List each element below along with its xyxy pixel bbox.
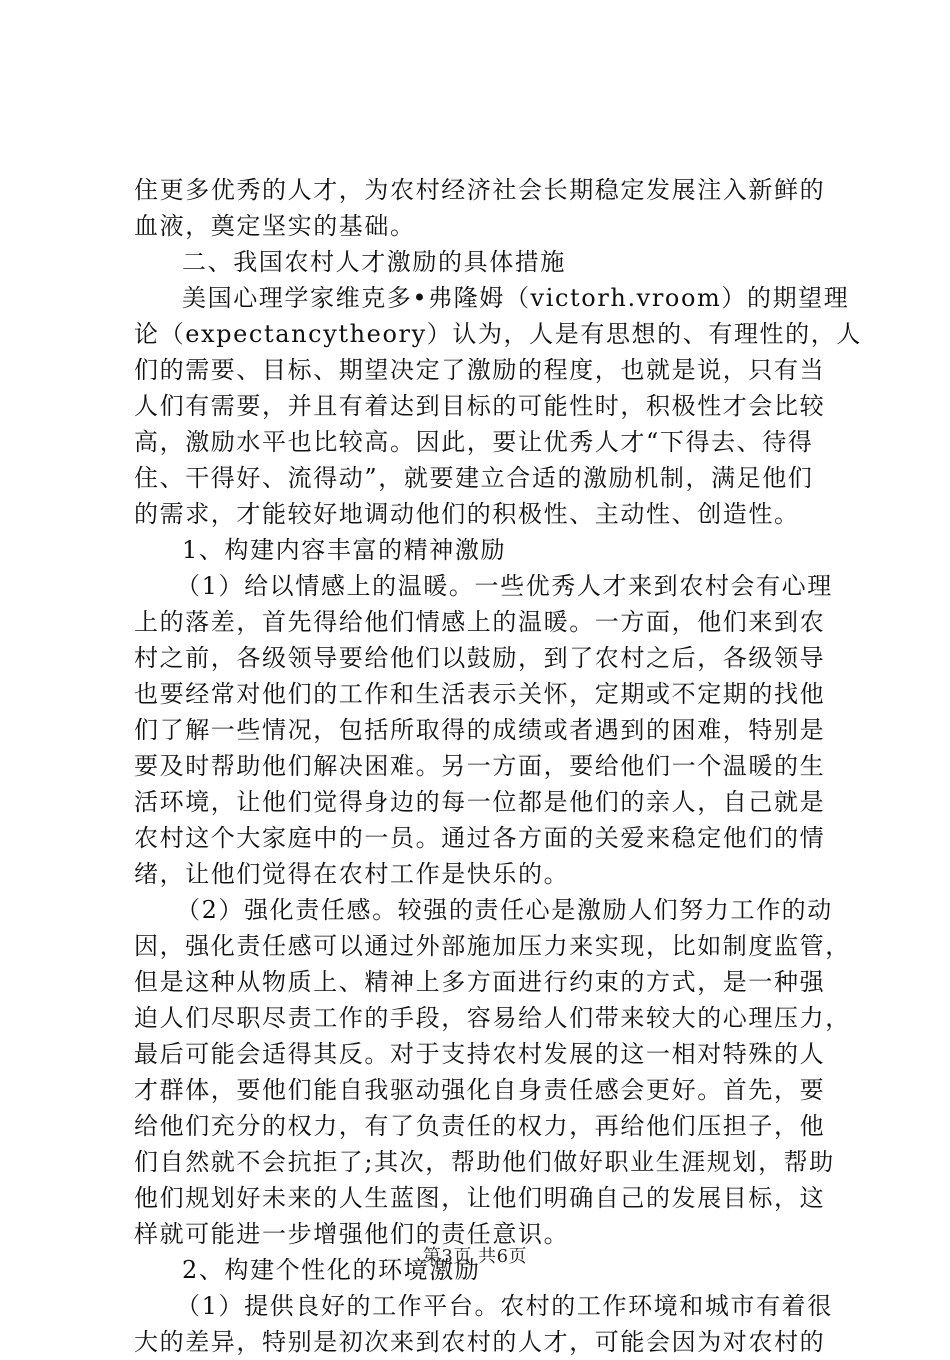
text-line: 农村这个大家庭中的一员。通过各方面的关爱来稳定他们的情 bbox=[134, 824, 826, 852]
text-line: 活环境，让他们觉得身边的每一位都是他们的亲人，自己就是 bbox=[134, 788, 826, 816]
text-line: 血液，奠定坚实的基础。 bbox=[134, 212, 416, 240]
text-line: 给他们充分的权力，有了负责任的权力，再给他们压担子，他 bbox=[134, 1112, 826, 1140]
text-line: 迫人们尽职尽责工作的手段，容易给人们带来较大的心理压力， bbox=[134, 1004, 851, 1032]
text-line: 才群体，要他们能自我驱动强化自身责任感会更好。首先，要 bbox=[134, 1076, 826, 1104]
text-line: 论（expectancytheory）认为，人是有思想的、有理性的，人 bbox=[134, 320, 862, 348]
text-line: 们了解一些情况，包括所取得的成绩或者遇到的困难，特别是 bbox=[134, 716, 826, 744]
text-line: 要及时帮助他们解决困难。另一方面，要给他们一个温暖的生 bbox=[134, 752, 826, 780]
text-line: （1）给以情感上的温暖。一些优秀人才来到农村会有心理 bbox=[176, 572, 833, 600]
text-line: 二、我国农村人才激励的具体措施 bbox=[182, 248, 566, 276]
text-line: 上的落差，首先得给他们情感上的温暖。一方面，他们来到农 bbox=[134, 608, 826, 636]
text-line: 高，激励水平也比较高。因此，要让优秀人才“下得去、待得 bbox=[134, 428, 814, 456]
text-line: 的需求，才能较好地调动他们的积极性、主动性、创造性。 bbox=[134, 500, 800, 528]
text-line: 住、干得好、流得动”，就要建立合适的激励机制，满足他们 bbox=[134, 464, 814, 492]
text-line: 绪，让他们觉得在农村工作是快乐的。 bbox=[134, 860, 570, 888]
page-footer: 第3页 共6页 bbox=[422, 1246, 528, 1267]
text-line: 大的差异，特别是初次来到农村的人才，可能会因为对农村的 bbox=[134, 1328, 826, 1356]
text-line: 但是这种从物质上、精神上多方面进行约束的方式，是一种强 bbox=[134, 968, 826, 996]
text-line: 住更多优秀的人才，为农村经济社会长期稳定发展注入新鲜的 bbox=[134, 176, 826, 204]
text-line: 们的需要、目标、期望决定了激励的程度，也就是说，只有当 bbox=[134, 356, 826, 384]
body-text bbox=[134, 172, 862, 1360]
text-line: 最后可能会适得其反。对于支持农村发展的这一相对特殊的人 bbox=[134, 1040, 826, 1068]
text-line: 样就可能进一步增强他们的责任意识。 bbox=[134, 1220, 570, 1248]
text-line: 们自然就不会抗拒了;其次，帮助他们做好职业生涯规划，帮助 bbox=[134, 1148, 835, 1176]
text-line: 人们有需要，并且有着达到目标的可能性时，积极性才会比较 bbox=[134, 392, 826, 420]
text-line: 1、构建内容丰富的精神激励 bbox=[182, 536, 507, 564]
text-line: 他们规划好未来的人生蓝图，让他们明确自己的发展目标，这 bbox=[134, 1184, 826, 1212]
text-line: 因，强化责任感可以通过外部施加压力来实现，比如制度监管， bbox=[134, 932, 851, 960]
text-line: 也要经常对他们的工作和生活表示关怀，定期或不定期的找他 bbox=[134, 680, 826, 708]
text-line: 村之前，各级领导要给他们以鼓励，到了农村之后，各级领导 bbox=[134, 644, 826, 672]
text-line: （1）提供良好的工作平台。农村的工作环境和城市有着很 bbox=[176, 1292, 833, 1320]
text-line: （2）强化责任感。较强的责任心是激励人们努力工作的动 bbox=[176, 896, 833, 924]
text-line: 美国心理学家维克多•弗隆姆（victorh.vroom）的期望理 bbox=[182, 284, 850, 312]
text-line: 2、构建个性化的环境激励 bbox=[182, 1256, 481, 1284]
